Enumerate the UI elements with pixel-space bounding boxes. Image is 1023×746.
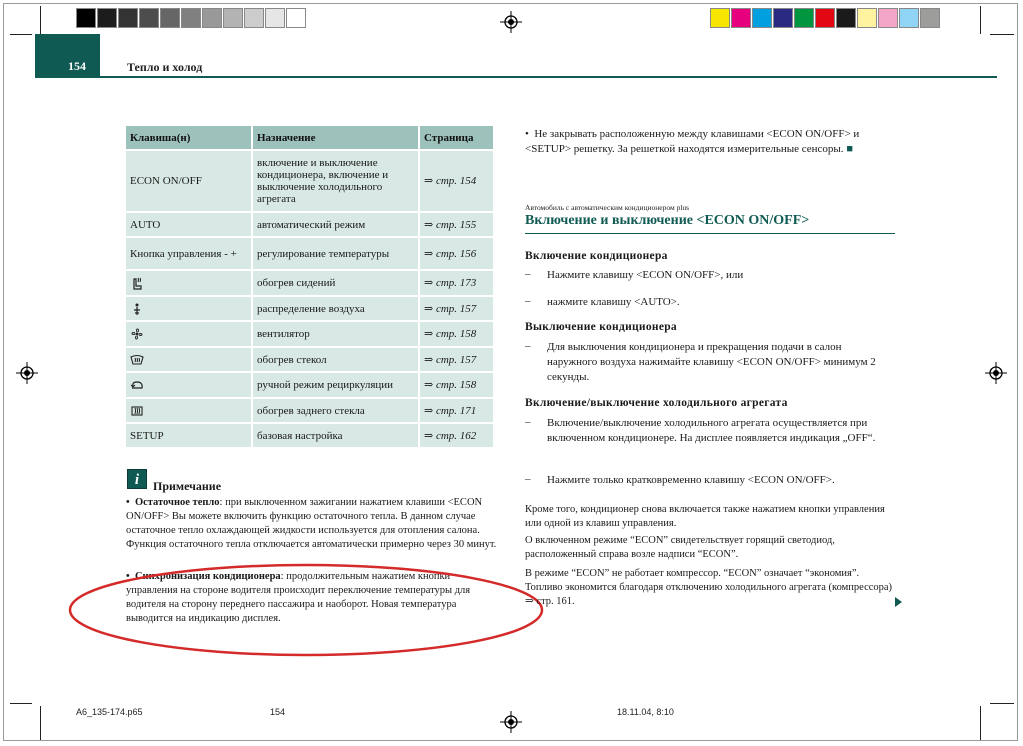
registration-mark-icon [985,362,1007,384]
crop-mark [10,34,32,35]
table-row [126,372,494,398]
page-ref[interactable]: стр. 155 [435,218,477,231]
table-cell-purpose: базовая настройка [252,423,419,448]
table-cell-page [419,347,494,372]
footer-date: 18.11.04, 8:10 [617,707,674,717]
color-swatch [223,8,243,28]
table-cell-page [419,270,494,296]
table-cell-purpose: регулирование температуры [252,237,419,270]
page-ref[interactable]: стр. 157 [435,353,477,366]
seat-heating-icon [130,276,144,290]
color-swatch [181,8,201,28]
table-cell-page [419,237,494,270]
crop-mark [980,706,981,740]
registration-mark-icon [500,11,522,33]
note-body: : продолжительным нажатием кнопки управления на стороне водителя происходит переключение температуры для водителя на сторону переднего пассажира и наоборот. Новая температура выводится на индикацию дисплея. [126,571,471,624]
table-cell-purpose: обогрев сидений [252,270,419,296]
crop-mark [40,706,41,740]
page-ref-arrow-icon: ⇒ [424,404,436,417]
table-row [126,237,494,270]
table-row [126,423,494,448]
table-row [126,321,494,347]
table-cell-purpose: ручной режим рециркуляции [252,372,419,398]
page-ref-arrow-icon: ⇒ [424,353,436,366]
page-ref-arrow-icon: ⇒ [424,379,436,391]
color-swatch [815,8,835,28]
page-ref-arrow-icon: ⇒ [424,175,436,187]
color-swatch [265,8,285,28]
color-swatch [118,8,138,28]
controls-table [126,126,495,449]
color-swatch [794,8,814,28]
table-row [126,398,494,423]
color-swatch [244,8,264,28]
registration-mark-icon [16,362,38,384]
table-cell-purpose: включение и выключение кондиционера, включение и выключение холодильного агрегата [252,150,419,212]
subheading: Включение кондиционера [525,250,668,262]
dash-marker: – [525,416,531,428]
footer-filename: A6_135-174.p65 [76,707,143,717]
instruction-item: Нажмите клавишу <ECON ON/OFF>, или [547,269,744,281]
note-title: Примечание [153,479,222,493]
dash-marker: – [525,340,531,352]
instruction-item: Нажмите только кратковременно клавишу <ECON ON/OFF>. [547,474,835,486]
table-cell-key: AUTO [126,212,252,237]
dash-marker: – [525,268,531,280]
color-swatch [920,8,940,28]
instruction-item: Включение/выключение холодильного агрегата осуществляется при включенном кондиционере. На дисплее появляется индикация „OFF“. [547,417,876,444]
table-cell-key [126,321,252,347]
note-body: : при выключенном зажигании нажатием клавиши <ECON ON/OFF> Вы можете включить функцию остаточного тепла. В данном случае остаточное тепло охлаждающей жидкости используется для отопления салона. Функция остаточного тепла отключается автоматически примерно через 30 минут. [126,497,497,550]
table-cell-page [419,423,494,448]
table-row [126,150,494,212]
section-rule [525,233,895,234]
page-ref[interactable]: стр. 173 [435,277,477,289]
table-cell-purpose: обогрев заднего стекла [252,398,419,423]
crop-mark [980,6,981,34]
table-cell-key [126,372,252,398]
color-swatch [773,8,793,28]
color-swatch [139,8,159,28]
color-swatch [752,8,772,28]
color-swatch [160,8,180,28]
page-ref-arrow-icon: ⇒ [424,247,436,260]
header-rule [100,76,997,78]
subheading: Выключение кондиционера [525,321,677,333]
table-cell-key [126,347,252,372]
page-ref[interactable]: стр. 158 [435,328,477,340]
page-ref-arrow-icon: ⇒ [424,429,436,442]
table-row [126,270,494,296]
registration-mark-icon [500,711,522,733]
page-ref[interactable]: стр. 157 [435,302,477,315]
windshield-defrost-icon [130,353,144,367]
table-cell-key [126,296,252,321]
grille-warning-text: Не закрывать расположенную между клавишами <ECON ON/OFF> и <SETUP> решетку. За решеткой находятся измерительные сенсоры. [525,128,860,155]
note-paragraph: • Остаточное тепло: при выключенном зажигании нажатием клавиши <ECON ON/OFF> Вы можете включить функцию остаточного тепла. В данном случае остаточное тепло охлаждающей жидкости используется для отопления салона. Функция остаточного тепла отключается автоматически примерно через 30 минут. [126,497,497,550]
table-cell-purpose: распределение воздуха [252,296,419,321]
table-cell-page [419,296,494,321]
table-row [126,212,494,237]
table-cell-page [419,150,494,212]
air-distribution-icon [130,302,144,316]
crop-mark [990,703,1014,704]
table-cell-key: Кнопка управления - + [126,237,252,270]
page-ref[interactable]: стр. 162 [435,429,477,442]
page-ref[interactable]: стр. 158 [435,379,477,391]
page-number: 154 [68,59,86,73]
footer-page: 154 [270,707,286,717]
instruction-item: нажмите клавишу <AUTO>. [547,296,680,308]
table-cell-page [419,212,494,237]
table-row [126,296,494,321]
subheading: Включение/выключение холодильного агрегата [525,397,788,409]
grille-warning: • Не закрывать расположенную между клавишами <ECON ON/OFF> и <SETUP> решетку. За решеткой находятся измерительные сенсоры. ■ [525,128,860,155]
color-swatch [710,8,730,28]
color-swatch [836,8,856,28]
chapter-title: Тепло и холод [127,60,203,74]
crop-mark [40,6,41,34]
table-cell-key: ECON ON/OFF [126,150,252,212]
table-cell-key [126,398,252,423]
color-swatch [878,8,898,28]
info-icon: i [127,469,147,489]
crop-mark [10,703,32,704]
table-cell-key: SETUP [126,423,252,448]
table-row [126,347,494,372]
table-header-page: Страница [419,126,494,150]
table-cell-purpose: вентилятор [252,321,419,347]
section-title: Включение и выключение <ECON ON/OFF> [525,213,810,228]
recirculation-icon [130,378,144,392]
annotation-ellipse [66,560,546,660]
color-swatch [731,8,751,28]
table-cell-key [126,270,252,296]
section-context: Автомобиль с автоматическим кондиционером plus [525,203,690,212]
body-paragraph: О включенном режиме “ECON” свидетельствует горящий светодиод, расположенный справа возле надписи “ECON”. [525,535,835,560]
page-ref-arrow-icon: ⇒ [424,218,436,231]
note-term: Остаточное тепло [134,497,220,508]
dash-marker: – [525,473,531,485]
table-cell-purpose: обогрев стекол [252,347,419,372]
fan-icon [130,327,144,341]
body-paragraph: Кроме того, кондиционер снова включается также нажатием кнопки управления или одной из клавиш управления. [525,504,885,529]
color-swatch [97,8,117,28]
table-header-purpose: Назначение [252,126,419,150]
body-paragraph: В режиме “ECON” не работает компрессор. “ECON” означает “экономия”. Топливо экономится благодаря отключению холодильного агрегата (компрессора) ⇒ стр. 161. [525,568,893,607]
color-swatch [286,8,306,28]
color-swatch [899,8,919,28]
crop-mark [990,34,1014,35]
table-cell-page [419,372,494,398]
page-ref[interactable]: стр. 156 [435,247,477,260]
page-ref[interactable]: стр. 154 [435,175,477,187]
color-swatch [76,8,96,28]
page-ref[interactable]: стр. 171 [435,404,477,417]
page-ref-arrow-icon: ⇒ [424,277,436,289]
instruction-item: Для выключения кондиционера и прекращения подачи в салон наружного воздуха нажимайте клавишу <ECON ON/OFF> минимум 2 секунды. [547,341,876,383]
table-cell-page [419,398,494,423]
color-swatch [202,8,222,28]
table-cell-purpose: автоматический режим [252,212,419,237]
table-header-key: Клавиша(н) [126,126,252,150]
note-term: Синхронизация кондиционера [134,571,281,582]
end-square-icon: ■ [846,143,853,155]
color-swatch [857,8,877,28]
continue-arrow-icon [895,597,902,607]
dash-marker: – [525,295,531,307]
note-paragraph: • Синхронизация кондиционера: продолжительным нажатием кнопки управления на стороне водителя происходит переключение температуры для водителя на сторону переднего пассажира и наоборот. Новая температура выводится на индикацию дисплея. [126,571,471,624]
page-ref-arrow-icon: ⇒ [424,328,436,340]
table-cell-page [419,321,494,347]
rear-window-heating-icon [130,404,144,418]
page-ref-arrow-icon: ⇒ [424,302,436,315]
